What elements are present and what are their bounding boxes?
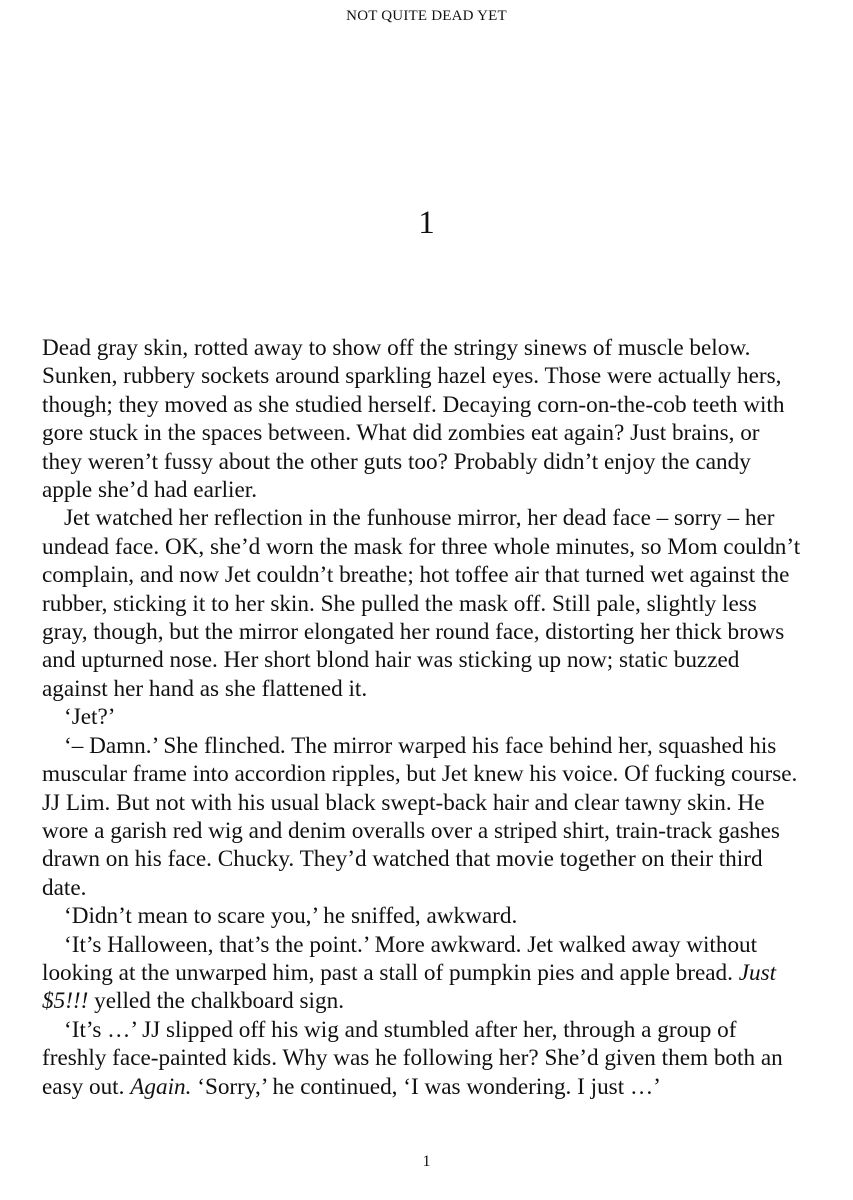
text-run: Jet watched her reflection in the funhouse mirror, her dead face – sorry – her undead face. OK, she’d worn the mask for three whole minutes, so Mom couldn’t complain, and now Jet couldn’t breathe; hot toffee air that turned wet against the rubber, sticking it to her skin. She pulled the mask off. Still pale, slightly less gray, though, but the mirror elongated her round face, distorting her thick brows and upturned nose. Her short blond hair was sticking up now; static buzzed against her hand as she flattened it. <box>42 505 801 702</box>
paragraph <box>42 902 802 930</box>
text-run: ‘It’s …’ JJ slipped off his wig and stumbled after her, through a group of freshly face-painted kids. Why was he following her? She’d given them both an easy out. <box>42 1016 783 1100</box>
chapter-number: 1 <box>418 205 435 241</box>
paragraph <box>42 334 802 504</box>
text-run: ‘It’s Halloween, that’s the point.’ More awkward. Jet walked away without looking at the unwarped him, past a stall of pumpkin pies and apple bread. <box>42 931 758 986</box>
text-run: ‘Jet?’ <box>64 704 116 731</box>
italic-text-run: Just $5!!! <box>42 959 777 1015</box>
italic-text-run: Again. <box>130 1073 192 1100</box>
paragraph <box>42 703 802 731</box>
paragraph <box>42 732 802 902</box>
text-run: ‘Sorry,’ he continued, ‘I was wondering. I just …’ <box>191 1073 661 1100</box>
body-text <box>42 334 802 1101</box>
paragraph <box>42 931 802 1016</box>
text-run: ‘Didn’t mean to scare you,’ he sniffed, awkward. <box>64 903 518 930</box>
text-run: Dead gray skin, rotted away to show off the stringy sinews of muscle below. Sunken, rubbery sockets around sparkling hazel eyes. Those were actually hers, though; they moved as she studied herself. Decaying corn-on-the-cob teeth with gore stuck in the spaces between. What did zombies eat again? Just brains, or they weren’t fussy about the other guts too? Probably didn’t enjoy the candy apple she’d had earlier. <box>42 335 785 504</box>
page-number: 1 <box>422 1153 431 1170</box>
paragraph <box>42 504 802 703</box>
text-run: ‘– Damn.’ She flinched. The mirror warped his face behind her, squashed his muscular frame into accordion ripples, but Jet knew his voice. Of fucking course. JJ Lim. But not with his usual black swept-back hair and clear tawny skin. He wore a garish red wig and denim overalls over a striped shirt, train-track gashes drawn on his face. Chucky. They’d watched that movie together on their third date. <box>42 732 798 901</box>
text-run: yelled the chalkboard sign. <box>88 988 344 1015</box>
running-header: NOT QUITE DEAD YET <box>346 8 507 24</box>
paragraph <box>42 1016 802 1101</box>
